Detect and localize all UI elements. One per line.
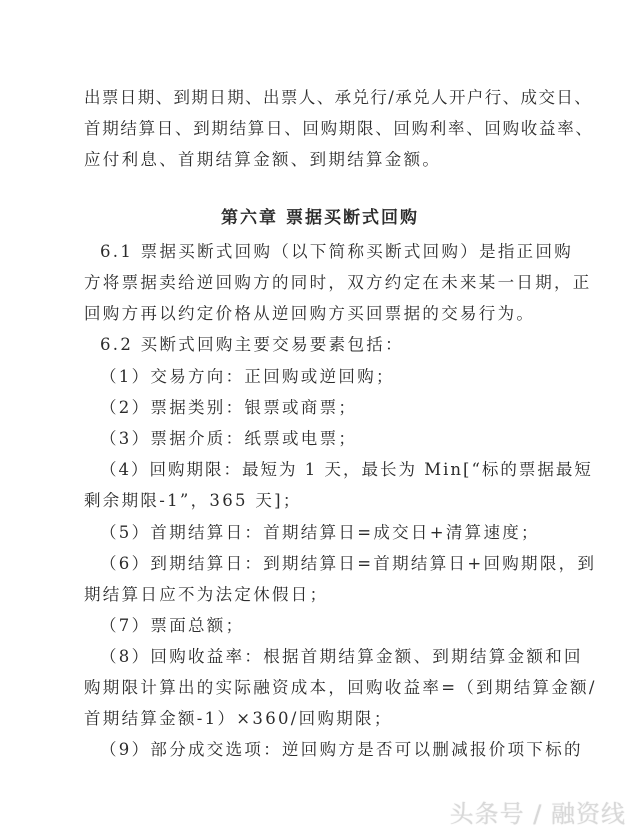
item-9: （9）部分成交选项：逆回购方是否可以删减报价项下标的 — [100, 740, 583, 759]
item-6-line-2: 期结算日应不为法定休假日； — [84, 585, 329, 604]
item-5: （5）首期结算日：首期结算日=成交日+清算速度； — [100, 523, 540, 542]
item-8-line-3: 首期结算金额-1）×360/回购期限； — [84, 709, 393, 728]
clause-6-1-line-3: 回购方再以约定价格从逆回购方买回票据的交易行为。 — [84, 304, 536, 323]
clause-6-1-line-2: 方将票据卖给逆回购方的同时，双方约定在未来某一日期，正 — [84, 273, 592, 292]
chapter-title: 第六章 票据买断式回购 — [221, 208, 419, 228]
item-2: （2）票据类别：银票或商票； — [100, 398, 358, 417]
clause-6-2-intro: 6.2 买断式回购主要交易要素包括： — [100, 335, 404, 354]
item-8-line-2: 购期限计算出的实际融资成本，回购收益率=（到期结算金额/ — [84, 678, 597, 697]
intro-line-3: 应付利息、首期结算金额、到期结算金额。 — [84, 150, 442, 169]
item-1: （1）交易方向：正回购或逆回购； — [100, 367, 395, 386]
item-4-line-1: （4）回购期限：最短为 1 天，最长为 Min[“标的票据最短 — [100, 460, 593, 479]
intro-line-2: 首期结算日、到期结算日、回购期限、回购利率、回购收益率、 — [84, 119, 594, 138]
item-3: （3）票据介质：纸票或电票； — [100, 429, 358, 448]
item-8-line-1: （8）回购收益率：根据首期结算金额、到期结算金额和回 — [100, 647, 583, 666]
intro-line-1: 出票日期、到期日期、出票人、承兑行/承兑人开户行、成交日、 — [84, 88, 593, 107]
item-6-line-1: （6）到期结算日：到期结算日=首期结算日+回购期限，到 — [100, 554, 597, 573]
item-7: （7）票面总额； — [100, 616, 245, 635]
item-4-line-2: 剩余期限-1”，365 天]； — [84, 491, 302, 510]
watermark-text: 头条号 / 融资线 — [449, 800, 626, 828]
clause-6-1-line-1: 6.1 票据买断式回购（以下简称买断式回购）是指正回购 — [100, 242, 574, 261]
